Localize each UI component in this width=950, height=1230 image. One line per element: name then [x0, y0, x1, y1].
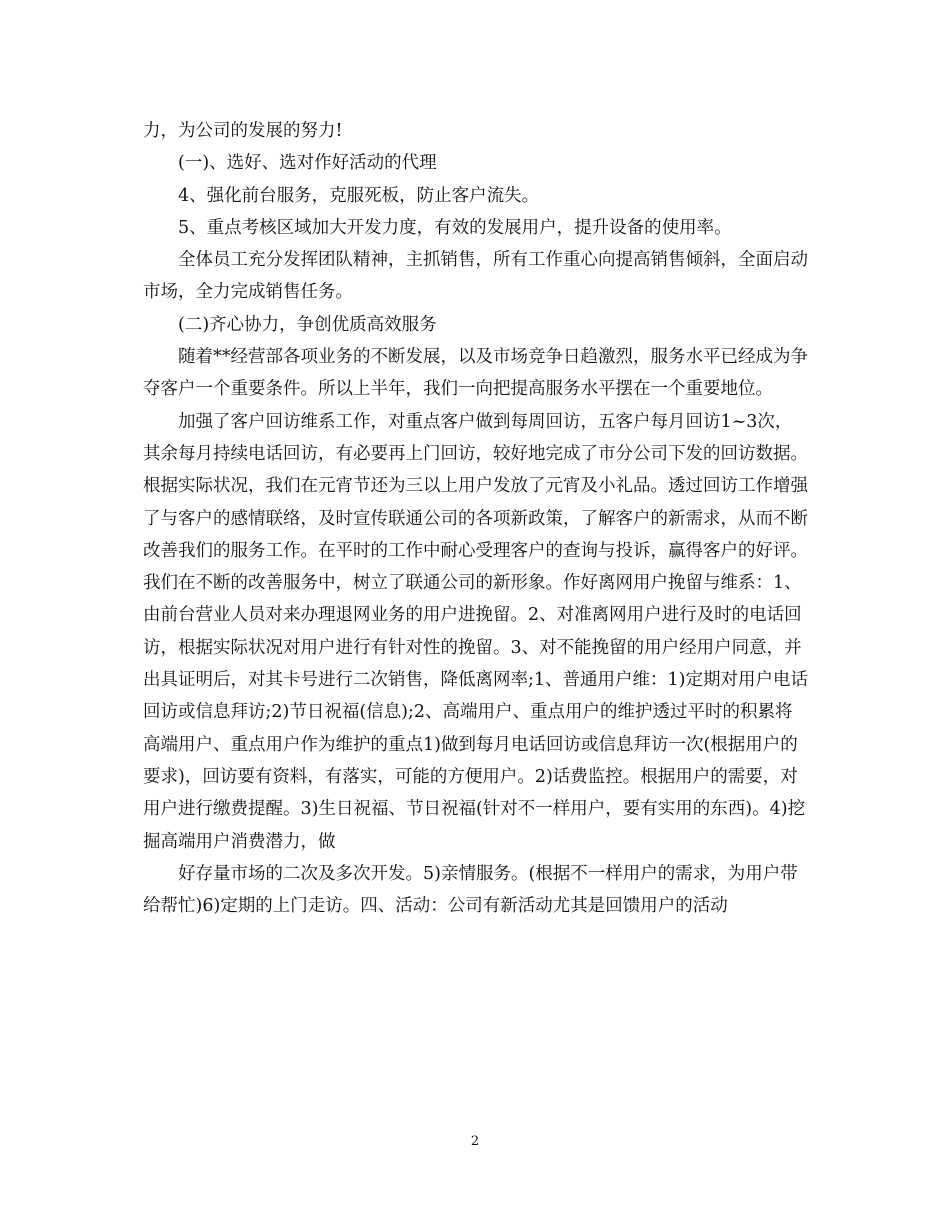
paragraph-customer-follow-up: 加强了客户回访维系工作，对重点客户做到每周回访，五客户每月回访1~3次，其余每月持续电话回访，有必要再上门回访，较好地完成了市分公司下发的回访数据。根据实际状况，我们在元宵节还为三以上用户发放了元宵及小礼品。透过回访工作增强了与客户的感情联络，及时宣传联通公司的各项新政策，了解客户的新需求，从而不断改善我们的服务工作。在平时的工作中耐心受理客户的查询与投诉，赢得客户的好评。我们在不断的改善服务中，树立了联通公司的新形象。作好离网用户挽留与维系：1、由前台营业人员对来办理退网业务的用户进挽留。2、对准离网用户进行及时的电话回访，根据实际状况对用户进行有针对性的挽留。3、对不能挽留的用户经用户同意，并出具证明后，对其卡号进行二次销售，降低离网率;1、普通用户维：1)定期对用户电话回访或信息拜访;2)节日祝福(信息);2、高端用户、重点用户的维护透过平时的积累将高端用户、重点用户作为维护的重点1)做到每月电话回访或信息拜访一次(根据用户的要求)，回访要有资料，有落实，可能的方便用户。2)话费监控。根据用户的需要，对用户进行缴费提醒。3)生日祝福、节日祝福(针对不一样用户，要有实用的东西)。4)挖掘高端用户消费潜力，做 — [143, 411, 808, 852]
page-number: 2 — [470, 1134, 480, 1149]
paragraph-market-development: 好存量市场的二次及多次开发。5)亲情服务。(根据不一样用户的需求，为用户带给帮忙)6)定期的上门走访。四、活动：公司有新活动尤其是回馈用户的活动 — [143, 863, 798, 917]
list-item-front-desk-service: 4、强化前台服务，克服死板，防止客户流失。 — [178, 185, 540, 206]
section-heading-quality-service: (二)齐心协力，争创优质高效服务 — [178, 314, 437, 335]
document-body — [143, 115, 809, 922]
paragraph-team-sales: 全体员工充分发挥团队精神，主抓销售，所有工作重心向提高销售倾斜，全面启动市场，全力完成销售任务。 — [143, 250, 808, 303]
paragraph-service-level: 随着**经营部各项业务的不断发展，以及市场竞争日趋激烈，服务水平已经成为争夺客户一个重要条件。所以上半年，我们一向把提高服务水平摆在一个重要地位。 — [143, 347, 808, 400]
paragraph-continuation: 力，为公司的发展的努力! — [143, 121, 343, 141]
section-heading-agents: (一)、选好、选对作好活动的代理 — [178, 153, 437, 174]
list-item-key-region-development: 5、重点考核区域加大开发力度，有效的发展用户，提升设备的使用率。 — [178, 217, 732, 238]
